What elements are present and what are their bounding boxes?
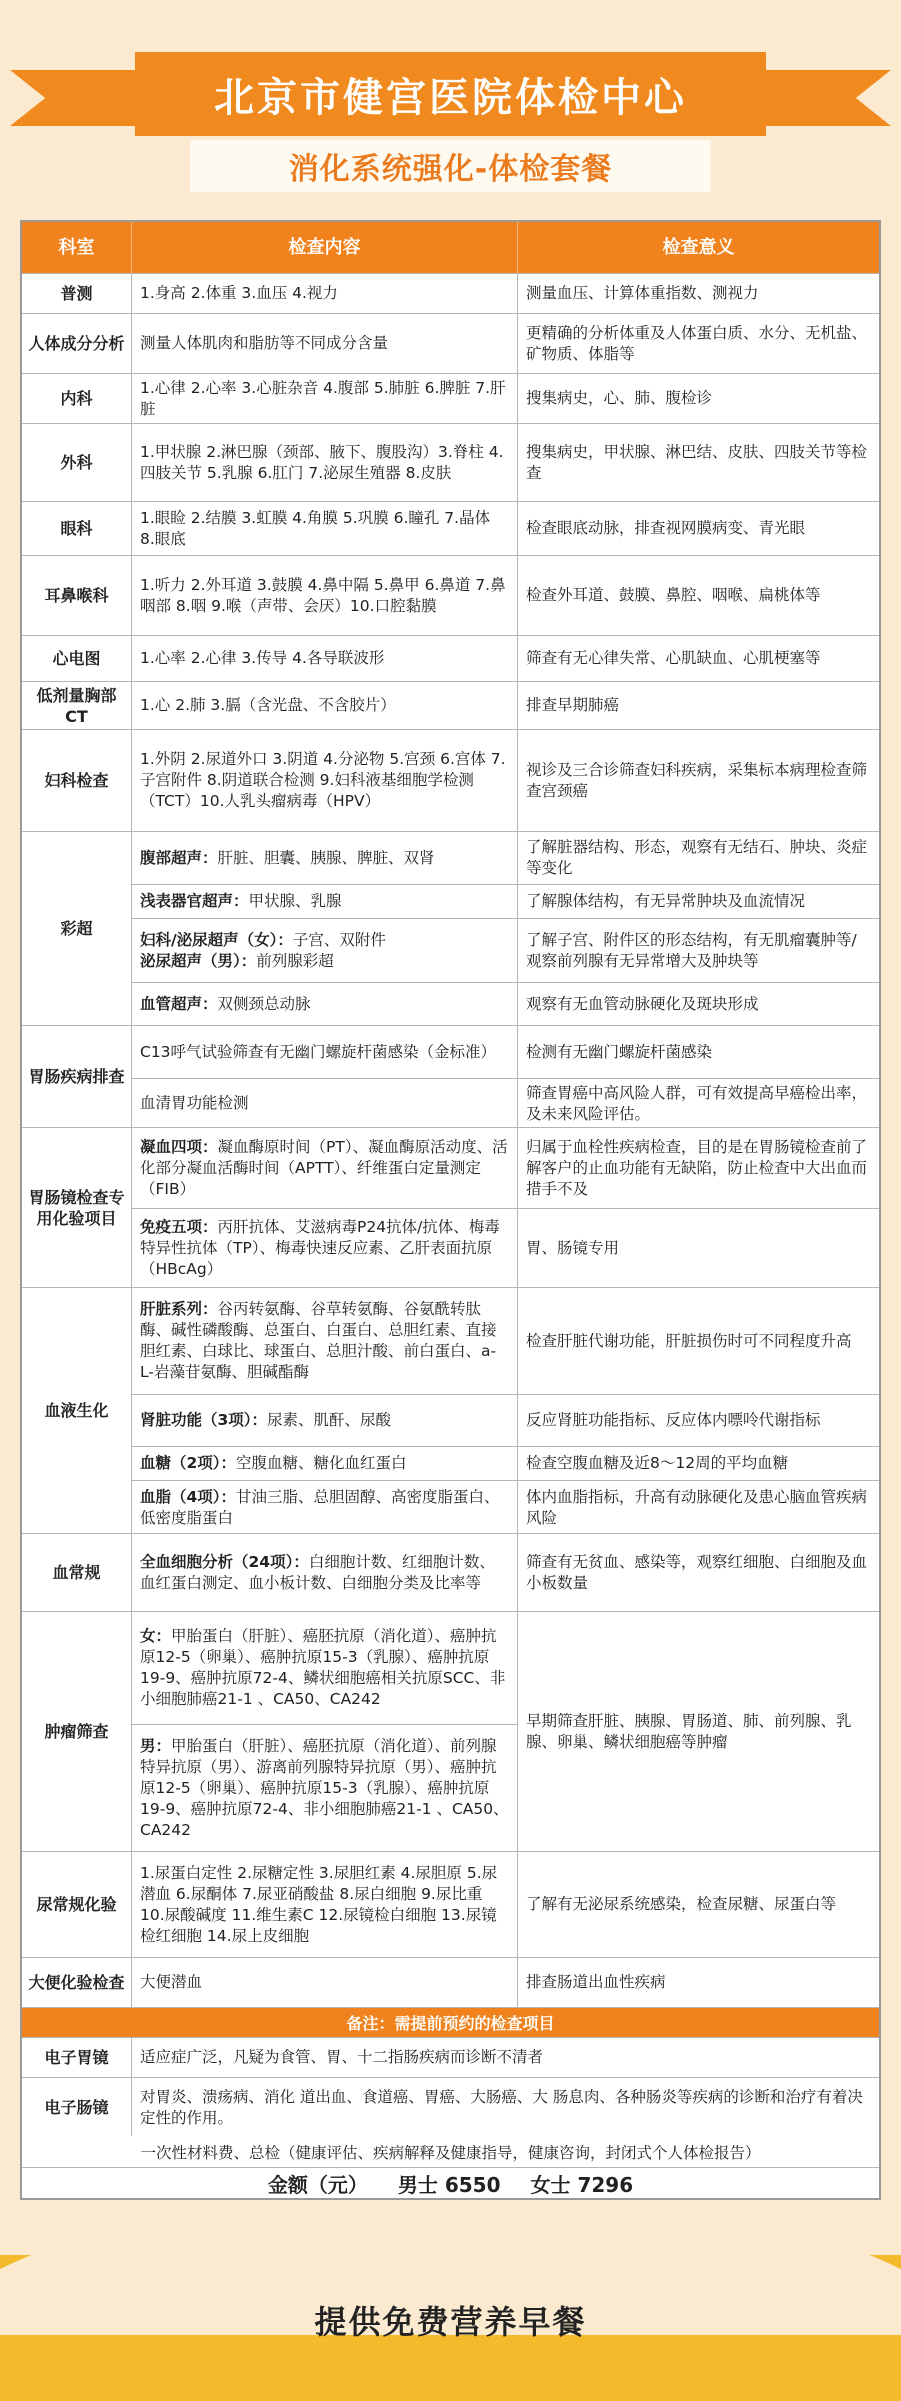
table-row bbox=[22, 1288, 879, 1534]
item-cell: 1.眼睑 2.结膜 3.虹膜 4.角膜 5.巩膜 6.瞳孔 7.晶体 8.眼底 bbox=[132, 502, 518, 555]
checkup-table bbox=[20, 220, 881, 2160]
table-row bbox=[22, 424, 879, 502]
sub-meaning: 反应肾脏功能指标、反应体内嘌呤代谢指标 bbox=[518, 1394, 879, 1446]
sub-text: C13呼气试验筛查有无幽门螺旋杆菌感染（金标准） bbox=[140, 1042, 497, 1061]
sub-text: 血清胃功能检测 bbox=[132, 1078, 517, 1128]
item-cell bbox=[132, 832, 518, 1025]
dept-cell: 内科 bbox=[22, 374, 132, 423]
sub-text: 甲状腺、乳腺 bbox=[248, 892, 342, 910]
male-value: 6550 bbox=[444, 2172, 501, 2197]
item-cell: 1.外阴 2.尿道外口 3.阴道 4.分泌物 5.宫颈 6.宫体 7.子宫附件 8.阴道联合检测 9.妇科液基细胞学检测（TCT）10.人乳头瘤病毒（HPV） bbox=[132, 730, 518, 831]
sub-text: 甘油三脂、总胆固醇、高密度脂蛋白、低密度脂蛋白 bbox=[140, 1487, 500, 1527]
male-label: 男士 bbox=[397, 2172, 438, 2197]
table-row bbox=[22, 556, 879, 636]
dept-cell: 心电图 bbox=[22, 636, 132, 681]
meaning-cell: 搜集病史，心、肺、腹检诊 bbox=[526, 389, 713, 407]
fee-section bbox=[20, 2136, 881, 2200]
dept-cell: 胃肠疾病排查 bbox=[22, 1026, 132, 1127]
female-label: 女士 bbox=[530, 2172, 571, 2197]
sub-text: 双侧颈总动脉 bbox=[217, 995, 311, 1013]
table-row bbox=[22, 374, 879, 424]
meaning-cell: 搜集病史，甲状腺、淋巴结、皮肤、四肢关节等检查 bbox=[526, 442, 868, 482]
sub-label: 女： bbox=[140, 1627, 172, 1645]
header-meaning: 检查意义 bbox=[662, 237, 735, 258]
dept-cell: 眼科 bbox=[22, 502, 132, 555]
sub-text: 凝血酶原时间（PT）、凝血酶原活动度、活化部分凝血活酶时间（APTT）、纤维蛋白定量测定（FIB） bbox=[140, 1137, 508, 1198]
sub-item bbox=[132, 918, 517, 982]
sub-item bbox=[132, 1288, 517, 1394]
sub-label: 免疫五项： bbox=[140, 1218, 218, 1236]
table-row bbox=[22, 314, 879, 374]
table-row bbox=[22, 1958, 879, 2008]
table-row bbox=[22, 2038, 879, 2078]
dept-cell: 电子肠镜 bbox=[22, 2078, 132, 2137]
table-row bbox=[22, 1534, 879, 1612]
table-row bbox=[22, 2078, 879, 2138]
sub-item bbox=[132, 1128, 517, 1208]
item-cell: 1.心率 2.心律 3.传导 4.各导联波形 bbox=[132, 636, 518, 681]
sub-item bbox=[132, 884, 517, 918]
meaning-cell: 排查早期肺癌 bbox=[526, 696, 620, 714]
item-cell: 1.听力 2.外耳道 3.鼓膜 4.鼻中隔 5.鼻甲 6.鼻道 7.鼻咽部 8.咽 9.喉（声带、会厌）10.口腔黏膜 bbox=[132, 556, 518, 635]
dept-cell: 大便化验检查 bbox=[22, 1958, 132, 2007]
meaning-cell: 检查外耳道、鼓膜、鼻腔、咽喉、扁桃体等 bbox=[526, 586, 821, 604]
sub-meaning: 检测有无幽门螺旋杆菌感染 bbox=[526, 1042, 713, 1061]
sub-label: 妇科/泌尿超声（女）： bbox=[140, 930, 293, 949]
item-cell bbox=[132, 1534, 518, 1611]
meaning-cell: 排查肠道出血性疾病 bbox=[526, 1973, 666, 1991]
header-dept: 科室 bbox=[22, 222, 132, 273]
sub-item bbox=[132, 1208, 517, 1288]
meaning-cell bbox=[518, 1026, 879, 1127]
sub-label: 肾脏功能（3项）： bbox=[140, 1411, 268, 1429]
item-cell: 1.心律 2.心率 3.心脏杂音 4.腹部 5.肺脏 6.脾脏 7.肝脏 bbox=[132, 374, 518, 423]
sub-item bbox=[132, 1394, 517, 1446]
item-cell: 1.甲状腺 2.淋巴腺（颈部、腋下、腹股沟）3.脊柱 4.四肢关节 5.乳腺 6.肛门 7.泌尿生殖器 8.皮肤 bbox=[132, 424, 518, 501]
sub-label: 泌尿超声（男）： bbox=[140, 951, 257, 970]
item-cell bbox=[132, 1128, 518, 1287]
package-subtitle: 消化系统强化-体检套餐 bbox=[190, 140, 711, 192]
table-row bbox=[22, 274, 879, 314]
item-cell: 1.心 2.肺 3.膈（含光盘、不含胶片） bbox=[132, 682, 518, 729]
meaning-cell: 筛查有无心律失常、心肌缺血、心肌梗塞等 bbox=[526, 649, 821, 667]
sub-label: 腹部超声： bbox=[140, 848, 218, 867]
price-line bbox=[22, 2168, 879, 2198]
sub-meaning: 归属于血栓性疾病检查，目的是在胃肠镜检查前了解客户的止血功能有无缺陷，防止检查中大出血而措手不及 bbox=[526, 1137, 868, 1198]
dept-cell: 彩超 bbox=[22, 832, 132, 1025]
item-cell bbox=[132, 1612, 518, 1851]
sub-meaning: 观察有无血管动脉硬化及斑块形成 bbox=[518, 982, 879, 1026]
item-cell: 1.尿蛋白定性 2.尿糖定性 3.尿胆红素 4.尿胆原 5.尿潜血 6.尿酮体 7.尿亚硝酸盐 8.尿白细胞 9.尿比重 10.尿酸碱度 11.维生素C 12.尿镜检白细胞 13.尿镜检红细胞 14.尿上皮细胞 bbox=[132, 1852, 518, 1957]
sub-meaning: 胃、肠镜专用 bbox=[518, 1208, 879, 1288]
table-row bbox=[22, 832, 879, 1026]
female-price bbox=[531, 2169, 634, 2198]
sub-text: 丙肝抗体、艾滋病毒P24抗体/抗体、梅毒特异性抗体（TP）、梅毒快速反应素、乙肝表面抗原（HBcAg） bbox=[140, 1218, 500, 1278]
male-price bbox=[398, 2169, 501, 2198]
dept-cell: 人体成分分析 bbox=[22, 314, 132, 373]
sub-item bbox=[132, 1480, 517, 1534]
sub-text: 谷丙转氨酶、谷草转氨酶、谷氨酰转肽酶、碱性磷酸酶、总蛋白、白蛋白、总胆红素、直接胆红素、白球比、球蛋白、总胆汁酸、前白蛋白、a-L-岩藻苷氨酶、胆碱酯酶 bbox=[140, 1300, 497, 1381]
sub-item bbox=[132, 1446, 517, 1480]
sub-meaning: 了解脏器结构、形态，观察有无结石、肿块、炎症等变化 bbox=[526, 838, 868, 877]
dept-cell: 肿瘤筛查 bbox=[22, 1612, 132, 1851]
table-row bbox=[22, 1852, 879, 1958]
sub-text: 子宫、双附件 bbox=[292, 930, 386, 949]
page-title: 北京市健宫医院体检中心 bbox=[135, 52, 766, 136]
sub-text: 尿素、肌酐、尿酸 bbox=[267, 1411, 392, 1429]
dept-cell: 妇科检查 bbox=[22, 730, 132, 831]
meaning-cell: 早期筛查肝脏、胰腺、胃肠道、肺、前列腺、乳腺、卵巢、鳞状细胞癌等肿瘤 bbox=[526, 1711, 852, 1751]
dept-cell: 耳鼻喉科 bbox=[22, 556, 132, 635]
sub-label: 血糖（2项）： bbox=[140, 1454, 237, 1472]
item-cell bbox=[132, 1288, 518, 1533]
sub-text: 甲胎蛋白（肝脏）、癌胚抗原（消化道）、前列腺特异抗原（男）、游离前列腺特异抗原（男）、癌肿抗原12-5（卵巢）、癌肿抗原15-3（乳腺）、癌肿抗原19-9、癌肿抗原72-4、非小细胞肺癌21-1 、CA50、CA242 bbox=[140, 1737, 509, 1839]
dept-cell: 尿常规化验 bbox=[22, 1852, 132, 1957]
sub-item bbox=[132, 1724, 517, 1852]
sub-text: 前列腺彩超 bbox=[256, 951, 334, 970]
table-row bbox=[22, 730, 879, 832]
appointment-note: 备注：需提前预约的检查项目 bbox=[22, 2008, 879, 2038]
meaning-cell: 测量血压、计算体重指数、测视力 bbox=[526, 284, 759, 302]
sub-item bbox=[132, 832, 517, 884]
meaning-cell bbox=[518, 832, 879, 1025]
header-item: 检查内容 bbox=[132, 222, 518, 273]
item-cell: 适应症广泛，凡疑为食管、胃、十二指肠疾病而诊断不清者 bbox=[140, 2048, 544, 2066]
sub-label: 全血细胞分析（24项）： bbox=[140, 1552, 309, 1571]
price-label: 金额（元） bbox=[267, 2172, 368, 2197]
table-row bbox=[22, 1128, 879, 1288]
sub-meaning: 了解子宫、附件区的形态结构，有无肌瘤囊肿等/观察前列腺有无异常增大及肿块等 bbox=[518, 918, 879, 982]
sub-text: 空腹血糖、糖化血红蛋白 bbox=[236, 1454, 407, 1472]
meaning-cell: 了解有无泌尿系统感染，检查尿糖、尿蛋白等 bbox=[526, 1895, 837, 1913]
table-row bbox=[22, 636, 879, 682]
fee-line: 一次性材料费、总检（健康评估、疾病解释及健康指导，健康咨询，封闭式个人体检报告） bbox=[22, 2136, 879, 2168]
dept-cell: 血液生化 bbox=[22, 1288, 132, 1533]
sub-meaning: 检查空腹血糖及近8～12周的平均血糖 bbox=[518, 1446, 879, 1480]
sub-label: 血管超声： bbox=[140, 995, 218, 1013]
dept-cell: 血常规 bbox=[22, 1534, 132, 1611]
meaning-cell bbox=[518, 1288, 879, 1533]
table-row bbox=[22, 682, 879, 730]
item-cell bbox=[132, 1026, 518, 1127]
item-cell: 对胃炎、溃疡病、消化 道出血、食道癌、胃癌、大肠癌、大 肠息肉、各种肠炎等疾病的诊断和治疗有着决定性的作用。 bbox=[140, 2087, 863, 2127]
item-cell: 1.身高 2.体重 3.血压 4.视力 bbox=[132, 274, 518, 313]
sub-text: 肝脏、胆囊、胰腺、脾脏、双肾 bbox=[217, 848, 435, 867]
dept-cell: 低剂量胸部CT bbox=[22, 682, 132, 729]
sub-meaning: 体内血脂指标，升高有动脉硬化及患心脑血管疾病风险 bbox=[518, 1480, 879, 1534]
meaning-cell bbox=[518, 1128, 879, 1287]
item-cell: 大便潜血 bbox=[132, 1958, 518, 2007]
sub-meaning: 检查肝脏代谢功能，肝脏损伤时可不同程度升高 bbox=[526, 1331, 852, 1350]
meaning-cell: 筛查有无贫血、感染等，观察红细胞、白细胞及血小板数量 bbox=[526, 1552, 868, 1592]
sub-item bbox=[132, 982, 517, 1026]
sub-item bbox=[132, 1612, 517, 1724]
table-row bbox=[22, 1612, 879, 1852]
free-breakfast-slogan: 提供免费营养早餐 bbox=[314, 2303, 587, 2341]
sub-text: 甲胎蛋白（肝脏）、癌胚抗原（消化道）、癌肿抗原12-5（卵巢）、癌肿抗原15-3（乳腺）、癌肿抗原19-9、癌肿抗原72-4、鳞状细胞癌相关抗原SCC、非小细胞肺癌21-1 、CA50、CA242 bbox=[140, 1627, 506, 1708]
dept-cell: 外科 bbox=[22, 424, 132, 501]
sub-meaning: 筛查胃癌中高风险人群，可有效提高早癌检出率，及未来风险评估。 bbox=[518, 1078, 879, 1128]
female-value: 7296 bbox=[577, 2172, 634, 2197]
sub-label: 男： bbox=[140, 1737, 172, 1755]
meaning-cell: 更精确的分析体重及人体蛋白质、水分、无机盐、矿物质、体脂等 bbox=[526, 323, 868, 363]
meaning-cell: 检查眼底动脉，排查视网膜病变、青光眼 bbox=[526, 519, 806, 537]
table-row bbox=[22, 502, 879, 556]
dept-cell: 胃肠镜检查专用化验项目 bbox=[22, 1128, 132, 1287]
dept-cell: 普测 bbox=[22, 274, 132, 313]
sub-label: 浅表器官超声： bbox=[140, 892, 249, 910]
meaning-cell: 视诊及三合诊筛查妇科疾病，采集标本病理检查筛查宫颈癌 bbox=[526, 760, 868, 800]
sub-text: 白细胞计数、红细胞计数、血红蛋白测定、血小板计数、白细胞分类及比率等 bbox=[140, 1552, 495, 1592]
sub-label: 凝血四项： bbox=[140, 1137, 218, 1156]
sub-label: 肝脏系列： bbox=[140, 1300, 218, 1318]
item-cell: 测量人体肌肉和脂肪等不同成分含量 bbox=[132, 314, 518, 373]
sub-label: 血脂（4项）： bbox=[140, 1487, 237, 1506]
table-header bbox=[22, 222, 879, 274]
dept-cell: 电子胃镜 bbox=[22, 2038, 132, 2077]
sub-meaning: 了解腺体结构，有无异常肿块及血流情况 bbox=[518, 884, 879, 918]
table-row bbox=[22, 1026, 879, 1128]
